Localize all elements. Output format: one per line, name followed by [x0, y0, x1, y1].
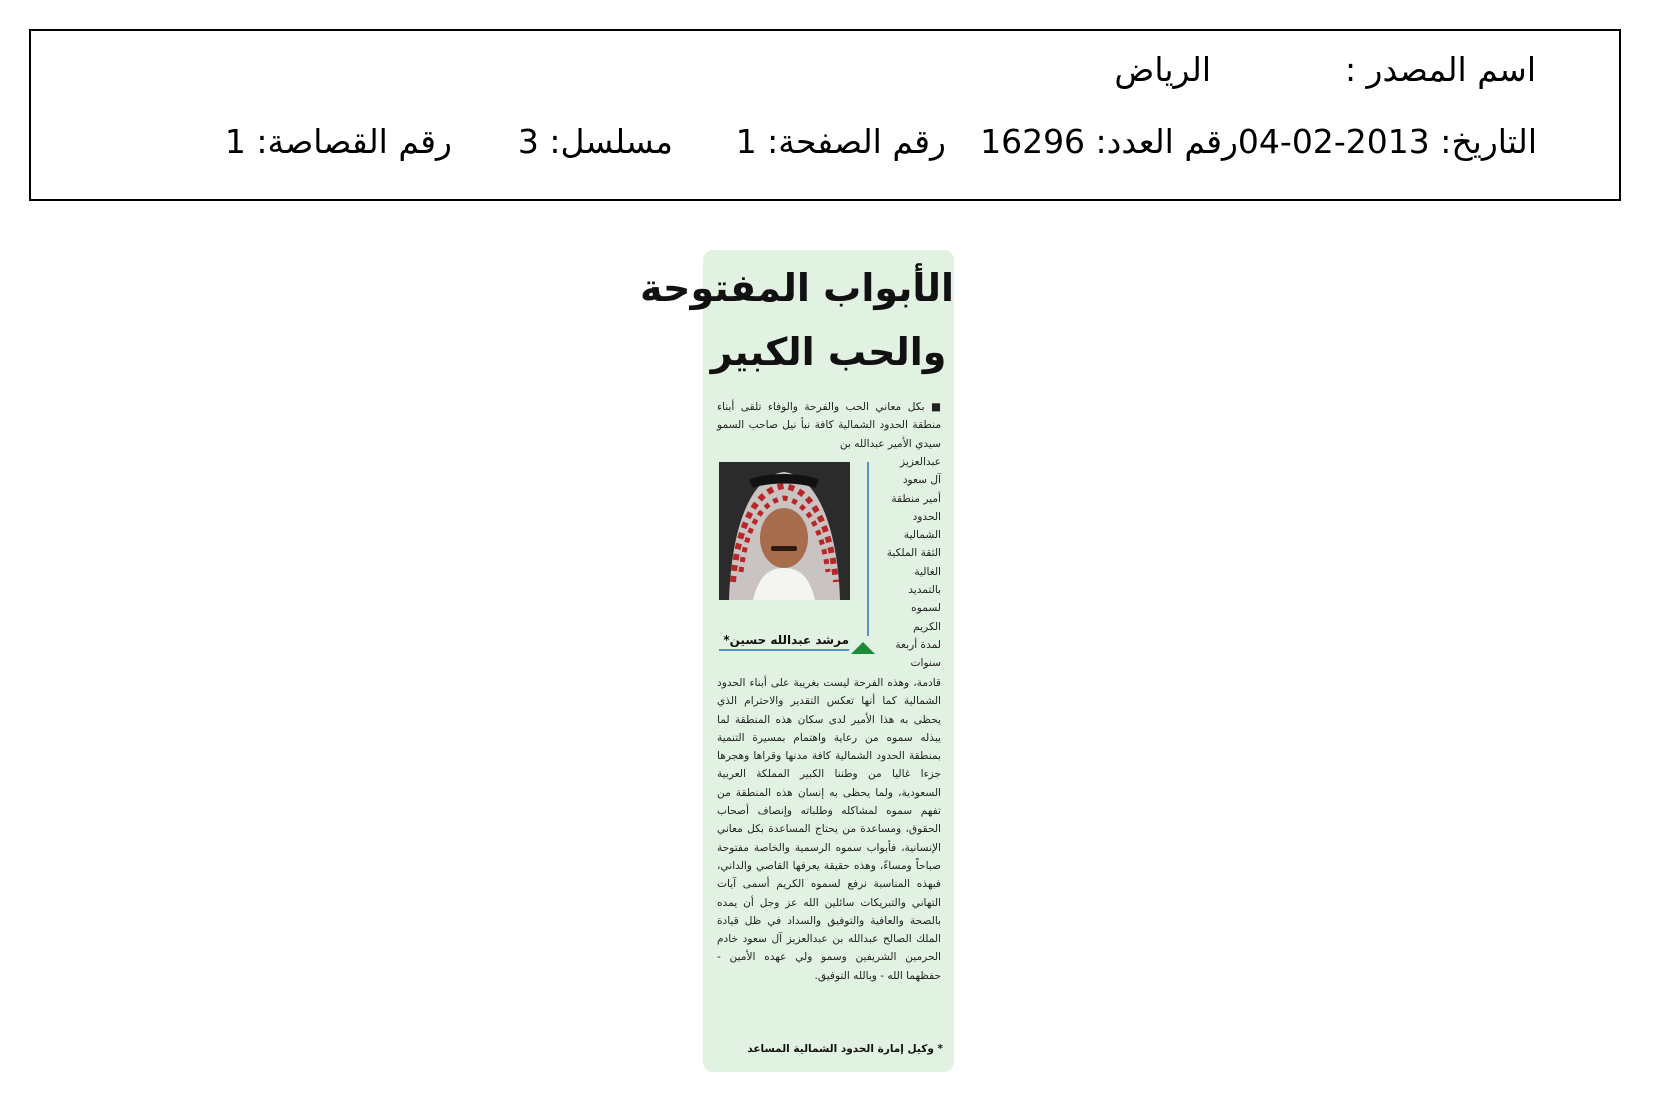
narrow-column-line: الغالية	[914, 565, 941, 578]
triangle-marker-icon	[851, 642, 875, 654]
narrow-column-line: آل سعود	[902, 474, 941, 487]
headline-line-1: الأبواب المفتوحة	[640, 266, 954, 310]
narrow-column-line: عبدالعزيز	[900, 456, 941, 468]
narrow-column-line: الشمالية	[903, 529, 941, 542]
article-intro: ■ بكل معاني الحب والفرحة والوفاء تلقى أبناء منطقة الحدود الشمالية كافة نبأ نيل صاحب السمو سيدي الأمير عبدالله بن	[717, 401, 941, 450]
narrow-column-line: الحدود	[912, 510, 941, 523]
author-name: مرشد عبدالله حسين*	[719, 633, 849, 651]
article-body: قادمة، وهذه الفرحة ليست بغريبة على أبناء الحدود الشمالية كما أنها تعكس التقدير والاحترام الذي يحظى به هذا الأمير لدى سكان هذه المنطقة لما يبذله سموه من رعاية واهتمام بمسيرة التنمية بمنطقة الحدود الشمالية كافة مدنها وقراها وهجرها جزءا غاليا من وطننا الكبير المملكة العربية السعودية، ولما يحظى به إنسان هذه المنطقة من تفهم سموه لمشاكله وطلباته وإنصاف أصحاب الحقوق، ومساعدة من يحتاج المساعدة بكل معاني الإنسانية، فأبواب سموه الرسمية والخاصة مفتوحة صباحاً ومساءً، وهذه حقيقة يعرفها القاصي والداني، فبهذه المناسبة نرفع لسموه الكريم أسمى آيات التهاني والتبريكات سائلين الله عز وجل أن يمده بالصحة والعافية والتوفيق والسداد في ظل قيادة الملك الصالح عبدالله بن عبدالعزيز آل سعود خادم الحرمين الشريفين وسمو ولي عهده الأمين - حفظهما الله - وبالله التوفيق.	[717, 677, 941, 982]
column-divider	[867, 462, 869, 636]
narrow-column-line: لمدة أربعة	[895, 638, 941, 651]
date-label: التاريخ: 2013-02-04	[1237, 122, 1537, 161]
author-footnote: * وكيل إمارة الحدود الشمالية المساعد	[747, 1043, 943, 1055]
narrow-column-line: بالتمديد	[908, 584, 941, 597]
narrow-column-line: الكريم	[913, 620, 941, 633]
source-label: اسم المصدر :	[1344, 50, 1536, 89]
newspaper-clipping	[640, 250, 954, 1072]
narrow-column-line: أمير منطقة	[891, 492, 941, 505]
article-narrow-column	[873, 453, 941, 673]
source-value: الرياض	[1114, 50, 1211, 89]
issue-label: رقم العدد: 16296	[980, 122, 1238, 161]
narrow-column-line: لسموه	[911, 602, 941, 615]
author-photo	[719, 462, 850, 600]
serial-label: مسلسل: 3	[517, 122, 673, 161]
narrow-column-line: الثقة الملكية	[886, 547, 941, 560]
narrow-column-line: سنوات	[910, 657, 941, 670]
page-label: رقم الصفحة: 1	[735, 122, 946, 161]
headline-line-2: والحب الكبير	[710, 330, 947, 374]
clip-label: رقم القصاصة: 1	[224, 122, 452, 161]
